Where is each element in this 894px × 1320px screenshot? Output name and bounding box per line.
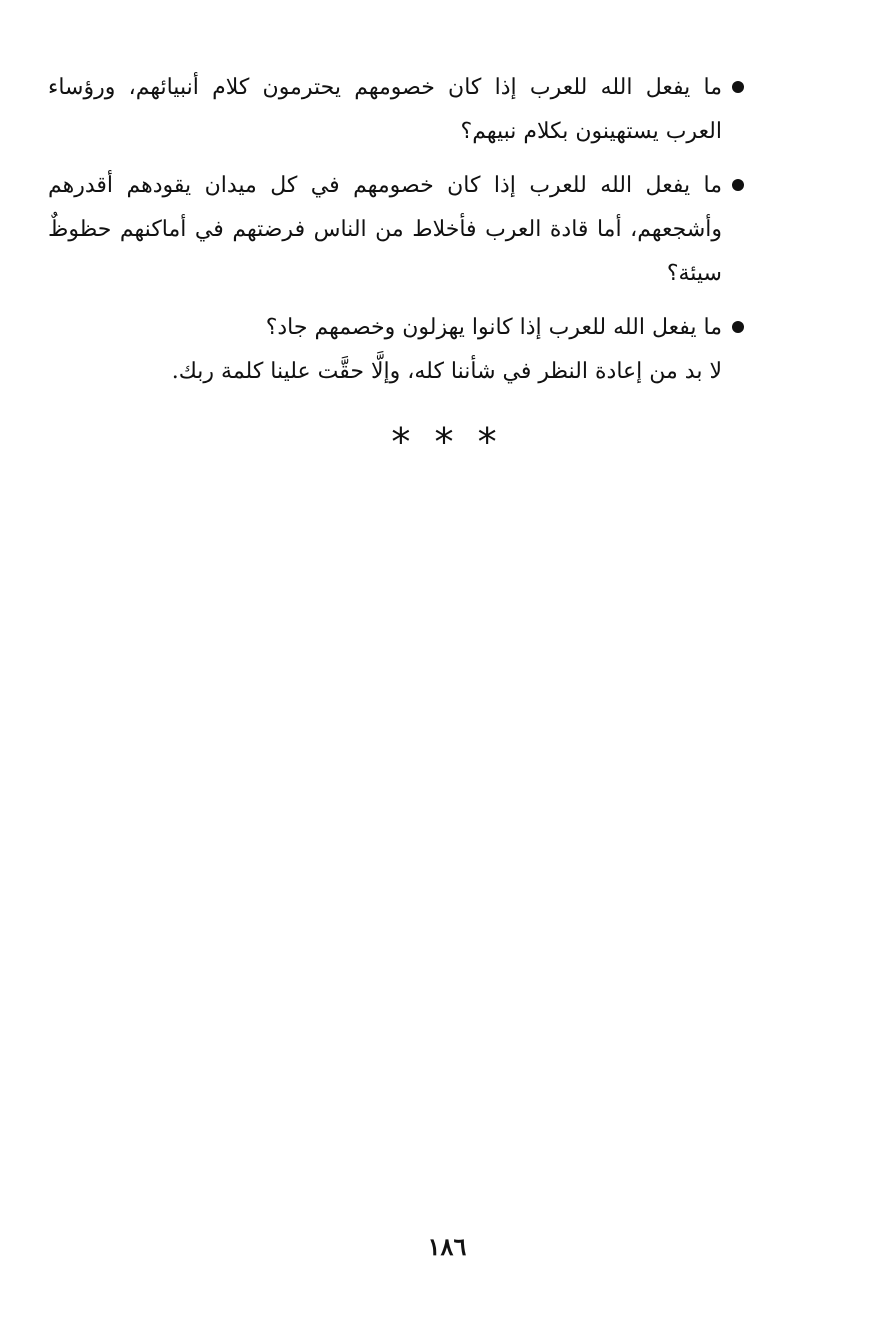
page-number: ١٨٦ — [427, 1232, 467, 1261]
bullet-paragraph-3 — [48, 306, 744, 350]
paragraph-text: ما يفعل الله للعرب إذا كانوا يهزلون وخصمهم جاد؟ — [265, 315, 722, 340]
paragraph-text: ما يفعل الله للعرب إذا كان خصومهم يحترمون كلام أنبيائهم، ورؤساء العرب يستهينون بكلام نبيهم؟ — [48, 75, 722, 144]
closing-line: لا بد من إعادة النظر في شأننا كله، وإلَّا حقَّت علينا كلمة ربك. — [171, 359, 722, 384]
bullet-dot — [732, 179, 744, 191]
bullet-dot — [732, 321, 744, 333]
paragraph-text: ما يفعل الله للعرب إذا كان خصومهم في كل ميدان يقودهم أقدرهم وأشجعهم، أما قادة العرب فأخلاط من الناس فرضتهم في أماكنهم حظوظٌ سيئة؟ — [48, 173, 722, 286]
section-separator: * * * — [391, 420, 503, 464]
bullet-paragraph-1 — [48, 66, 744, 154]
bullet-paragraph-2 — [48, 164, 744, 296]
body-text — [48, 66, 744, 394]
bullet-dot — [732, 81, 744, 93]
